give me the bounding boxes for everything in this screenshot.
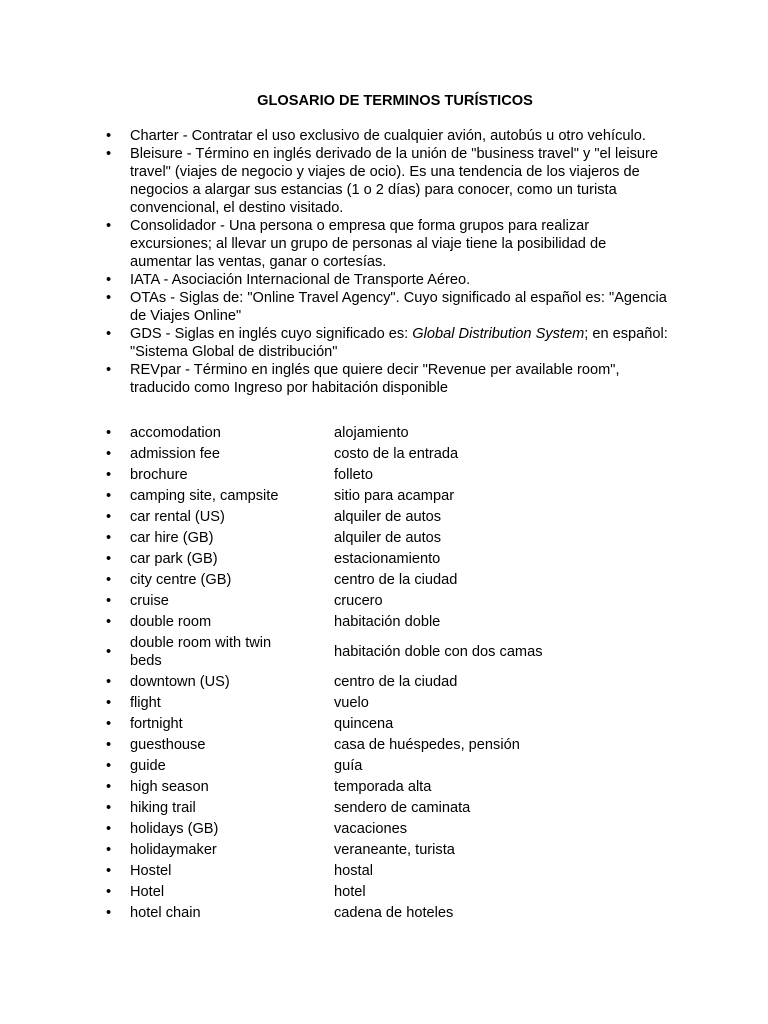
vocab-row [0, 692, 768, 713]
english-term: guesthouse [130, 736, 206, 753]
bullet-icon: • [106, 757, 112, 774]
definition-text: Charter - Contratar el uso exclusivo de cualquier avión, autobús u otro vehículo. [130, 128, 646, 144]
spanish-translation: centro de la ciudad [334, 571, 458, 588]
vocabulary-table [0, 422, 768, 923]
definition-item [0, 127, 768, 145]
english-term: city centre (GB) [130, 571, 232, 588]
vocab-row [0, 734, 768, 755]
spanish-translation: quincena [334, 715, 394, 732]
bullet-icon: • [106, 487, 112, 504]
english-term: accomodation [130, 424, 221, 441]
english-term: camping site, campsite [130, 487, 279, 504]
bullet-icon: • [106, 613, 112, 630]
spanish-translation: estacionamiento [334, 550, 441, 567]
english-term: double room with twin beds [130, 634, 272, 669]
bullet-icon: • [106, 128, 112, 144]
english-term: Hotel [130, 883, 165, 900]
spanish-translation: habitación doble con dos camas [334, 643, 543, 660]
bullet-icon: • [106, 904, 112, 921]
definition-text-end: ; en español: "Sistema Global de distribución" [130, 326, 668, 360]
spanish-translation: centro de la ciudad [334, 673, 458, 690]
english-term: fortnight [130, 715, 183, 732]
spanish-translation: alquiler de autos [334, 508, 442, 525]
bullet-icon: • [106, 592, 112, 609]
definition-item [0, 271, 768, 289]
vocab-row [0, 632, 768, 671]
english-term: guide [130, 757, 166, 774]
spanish-translation: casa de huéspedes, pensión [334, 736, 520, 753]
definition-text: REVpar - Término en inglés que quiere decir "Revenue per available room", traducido como Ingreso por habitación disponible [130, 362, 620, 396]
english-term: holidays (GB) [130, 820, 219, 837]
english-term: Hostel [130, 862, 172, 879]
bullet-icon: • [106, 218, 112, 234]
english-term: flight [130, 694, 161, 711]
definition-text: OTAs - Siglas de: "Online Travel Agency". Cuyo significado al español es: "Agencia de Viajes Online" [130, 290, 667, 324]
definition-text: IATA - Asociación Internacional de Transporte Aéreo. [130, 272, 471, 288]
bullet-icon: • [106, 424, 112, 441]
bullet-icon: • [106, 778, 112, 795]
page-title: GLOSARIO DE TERMINOS TURÍSTICOS [257, 93, 533, 109]
english-term: hiking trail [130, 799, 196, 816]
vocab-row [0, 671, 768, 692]
definition-item [0, 361, 768, 397]
definition-italic-term: Global Distribution System [412, 326, 585, 342]
bullet-icon: • [106, 643, 112, 660]
english-term: brochure [130, 466, 188, 483]
spanish-translation: temporada alta [334, 778, 432, 795]
vocab-row [0, 902, 768, 923]
spanish-translation: alquiler de autos [334, 529, 442, 546]
bullet-icon: • [106, 290, 112, 306]
bullet-icon: • [106, 862, 112, 879]
spanish-translation: sendero de caminata [334, 799, 471, 816]
english-term: high season [130, 778, 209, 795]
vocab-row [0, 839, 768, 860]
spanish-translation: vuelo [334, 694, 369, 711]
definition-item [0, 289, 768, 325]
english-term: double room [130, 613, 212, 630]
spanish-translation: costo de la entrada [334, 445, 459, 462]
vocab-row [0, 569, 768, 590]
spanish-translation: vacaciones [334, 820, 408, 837]
vocab-row [0, 527, 768, 548]
spanish-translation: sitio para acampar [334, 487, 455, 504]
spanish-translation: hostal [334, 862, 373, 879]
vocab-row [0, 464, 768, 485]
bullet-icon: • [106, 673, 112, 690]
vocab-row [0, 611, 768, 632]
english-term: car park (GB) [130, 550, 218, 567]
definition-item [0, 325, 768, 361]
definition-text: GDS - Siglas en inglés cuyo significado es: [130, 326, 413, 342]
vocab-row [0, 797, 768, 818]
english-term: cruise [130, 592, 169, 609]
spanish-translation: habitación doble [334, 613, 441, 630]
bullet-icon: • [106, 883, 112, 900]
definition-text: Consolidador - Una persona o empresa que forma grupos para realizar excursiones; al llevar un grupo de personas al viaje tiene la posibilidad de aumentar las ventas, ganar o cortesías. [130, 218, 607, 270]
english-term: downtown (US) [130, 673, 230, 690]
vocab-row [0, 755, 768, 776]
spanish-translation: crucero [334, 592, 383, 609]
english-term: car rental (US) [130, 508, 225, 525]
spanish-translation: guía [334, 757, 363, 774]
vocab-row [0, 422, 768, 443]
bullet-icon: • [106, 529, 112, 546]
bullet-icon: • [106, 508, 112, 525]
english-term: car hire (GB) [130, 529, 214, 546]
bullet-icon: • [106, 326, 112, 342]
vocab-row [0, 485, 768, 506]
bullet-icon: • [106, 466, 112, 483]
spanish-translation: alojamiento [334, 424, 409, 441]
english-term: holidaymaker [130, 841, 217, 858]
english-term: admission fee [130, 445, 221, 462]
bullet-icon: • [106, 550, 112, 567]
spanish-translation: cadena de hoteles [334, 904, 454, 921]
vocab-row [0, 443, 768, 464]
definition-text: Bleisure - Término en inglés derivado de la unión de "business travel" y "el leisure travel" (viajes de negocio y viajes de ocio). Es una tendencia de los viajeros de negocios a alargar sus estancias (1 o 2 días) para conocer, como un turista convencional, el destino visitado. [130, 146, 658, 216]
vocab-row [0, 590, 768, 611]
bullet-icon: • [106, 445, 112, 462]
spanish-translation: veraneante, turista [334, 841, 455, 858]
bullet-icon: • [106, 272, 112, 288]
vocab-row [0, 818, 768, 839]
bullet-icon: • [106, 799, 112, 816]
bullet-icon: • [106, 146, 112, 162]
vocab-row [0, 506, 768, 527]
spanish-translation: folleto [334, 466, 373, 483]
bullet-icon: • [106, 571, 112, 588]
spanish-translation: hotel [334, 883, 366, 900]
definition-item [0, 217, 768, 271]
bullet-icon: • [106, 820, 112, 837]
bullet-icon: • [106, 736, 112, 753]
bullet-icon: • [106, 362, 112, 378]
vocab-row [0, 860, 768, 881]
definition-item [0, 145, 768, 217]
bullet-icon: • [106, 694, 112, 711]
definitions-list [0, 127, 768, 397]
vocab-row [0, 548, 768, 569]
vocab-row [0, 713, 768, 734]
vocab-row [0, 881, 768, 902]
bullet-icon: • [106, 841, 112, 858]
english-term: hotel chain [130, 904, 201, 921]
bullet-icon: • [106, 715, 112, 732]
vocab-row [0, 776, 768, 797]
